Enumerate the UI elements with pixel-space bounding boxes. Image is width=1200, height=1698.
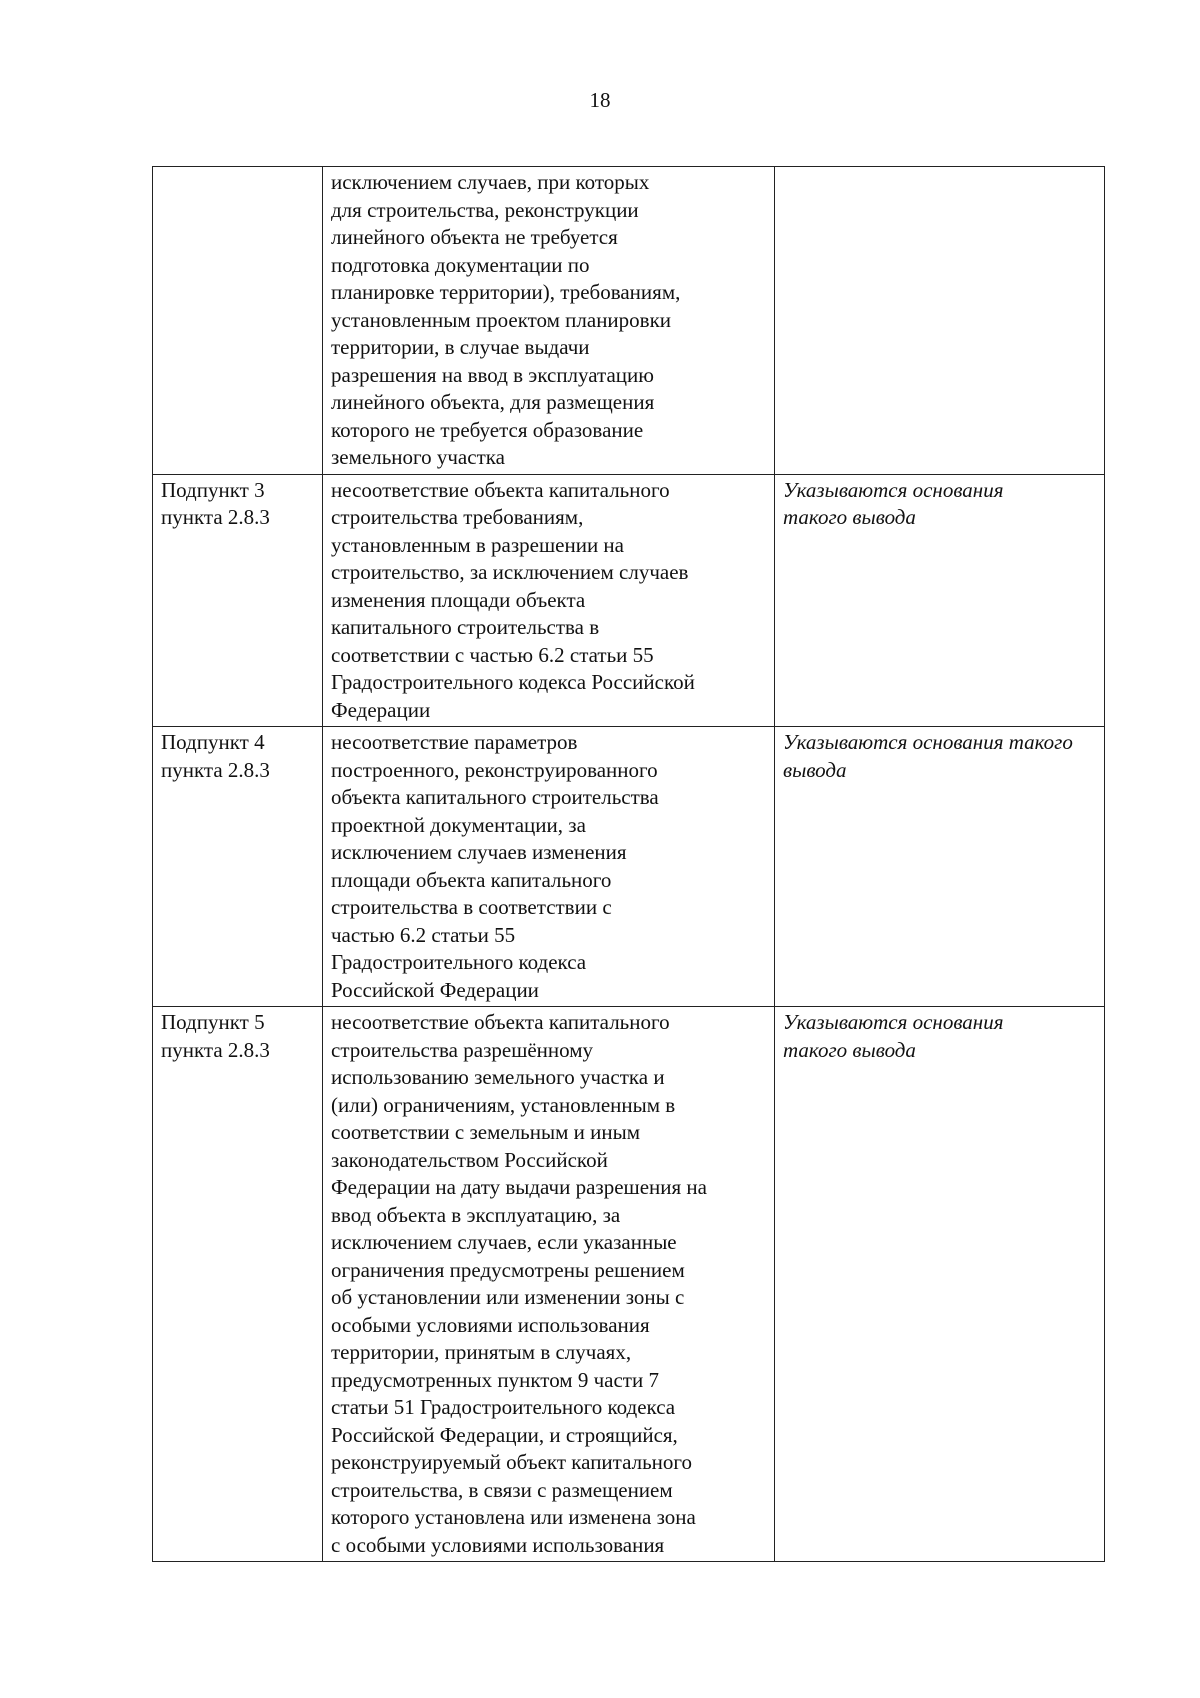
note-line: Указываются основания (783, 1010, 1004, 1034)
description-cell (323, 167, 775, 475)
text-line: территории, принятым в случаях, (331, 1340, 632, 1364)
text-line: особыми условиями использования (331, 1312, 650, 1337)
description-cell (323, 1007, 775, 1562)
text-line: соответствии с земельным и иным (331, 1120, 641, 1144)
text-line: строительства, в связи с размещением (331, 1477, 673, 1502)
text-line: подготовка документации по (331, 252, 590, 277)
text-line: которого не требуется образование (331, 417, 644, 442)
reference-cell (153, 474, 323, 727)
text-line: Федерации (331, 697, 431, 722)
reference-line: пункта 2.8.3 (161, 505, 270, 529)
text-line: земельного участка (331, 445, 505, 469)
text-line: объекта капитального строительства (331, 785, 659, 809)
text-line: Федерации на дату выдачи разрешения на (331, 1175, 707, 1199)
note-cell (775, 167, 1105, 475)
text-line: исключением случаев изменения (331, 840, 627, 864)
reference-cell (153, 727, 323, 1007)
table-row (153, 167, 1105, 475)
text-line: (или) ограничениям, установленным в (331, 1092, 676, 1117)
note-line: вывода (783, 757, 847, 782)
description-cell (323, 474, 775, 727)
reference-cell (153, 1007, 323, 1562)
text-line: статьи 51 Градостроительного кодекса (331, 1395, 676, 1419)
text-line: планировке территории), требованиям, (331, 280, 681, 304)
note-cell (775, 474, 1105, 727)
text-line: строительство, за исключением случаев (331, 560, 689, 584)
text-line: об установлении или изменении зоны с (331, 1285, 685, 1309)
reference-line: Подпункт 5 (161, 1010, 265, 1034)
text-line: которого установлена или изменена зона (331, 1505, 696, 1529)
text-line: Градостроительного кодекса Российской (331, 670, 695, 694)
grounds-table (152, 166, 1105, 1562)
text-line: установленным в разрешении на (331, 532, 624, 557)
text-line: несоответствие объекта капитального (331, 477, 670, 502)
note-cell (775, 727, 1105, 1007)
text-line: установленным проектом планировки (331, 307, 672, 332)
text-line: частью 6.2 статьи 55 (331, 922, 516, 947)
text-line: исключением случаев, если указанные (331, 1230, 677, 1254)
text-line: территории, в случае выдачи (331, 335, 590, 359)
reference-cell (153, 167, 323, 475)
note-line: Указываются основания (783, 477, 1004, 502)
text-line: строительства разрешённому (331, 1037, 594, 1062)
reference-line: пункта 2.8.3 (161, 1037, 270, 1062)
text-line: законодательством Российской (331, 1147, 608, 1172)
reference-line: Подпункт 4 (161, 730, 265, 754)
text-line: предусмотренных пунктом 9 части 7 (331, 1367, 659, 1392)
text-line: построенного, реконструированного (331, 757, 658, 782)
page-number: 18 (589, 88, 611, 112)
text-line: проектной документации, за (331, 812, 586, 837)
table-row (153, 474, 1105, 727)
note-cell (775, 1007, 1105, 1562)
note-line: такого вывода (783, 505, 916, 529)
text-line: для строительства, реконструкции (331, 197, 639, 222)
text-line: Российской Федерации (331, 977, 539, 1002)
note-line: такого вывода (783, 1037, 916, 1062)
reference-line: Подпункт 3 (161, 477, 265, 502)
table-row (153, 1007, 1105, 1562)
text-line: разрешения на ввод в эксплуатацию (331, 362, 654, 387)
text-line: исключением случаев, при которых (331, 170, 650, 194)
description-cell (323, 727, 775, 1007)
text-line: капитального строительства в (331, 615, 600, 639)
reference-line: пункта 2.8.3 (161, 757, 270, 782)
text-line: строительства требованиям, (331, 505, 584, 529)
note-line: Указываются основания такого (783, 730, 1073, 754)
text-line: реконструируемый объект капитального (331, 1450, 692, 1474)
text-line: ограничения предусмотрены решением (331, 1257, 685, 1282)
text-line: ввод объекта в эксплуатацию, за (331, 1202, 621, 1227)
text-line: Градостроительного кодекса (331, 950, 587, 974)
text-line: строительства в соответствии с (331, 895, 612, 919)
text-line: Российской Федерации, и строящийся, (331, 1422, 678, 1447)
text-line: несоответствие параметров (331, 730, 578, 754)
text-line: линейного объекта не требуется (331, 225, 618, 249)
table-row (153, 727, 1105, 1007)
text-line: площади объекта капитального (331, 867, 612, 892)
text-line: использованию земельного участка и (331, 1065, 665, 1089)
text-line: изменения площади объекта (331, 587, 586, 612)
text-line: с особыми условиями использования (331, 1532, 665, 1557)
text-line: несоответствие объекта капитального (331, 1010, 670, 1034)
table-body (153, 167, 1105, 1562)
text-line: линейного объекта, для размещения (331, 390, 655, 414)
text-line: соответствии с частью 6.2 статьи 55 (331, 642, 654, 667)
